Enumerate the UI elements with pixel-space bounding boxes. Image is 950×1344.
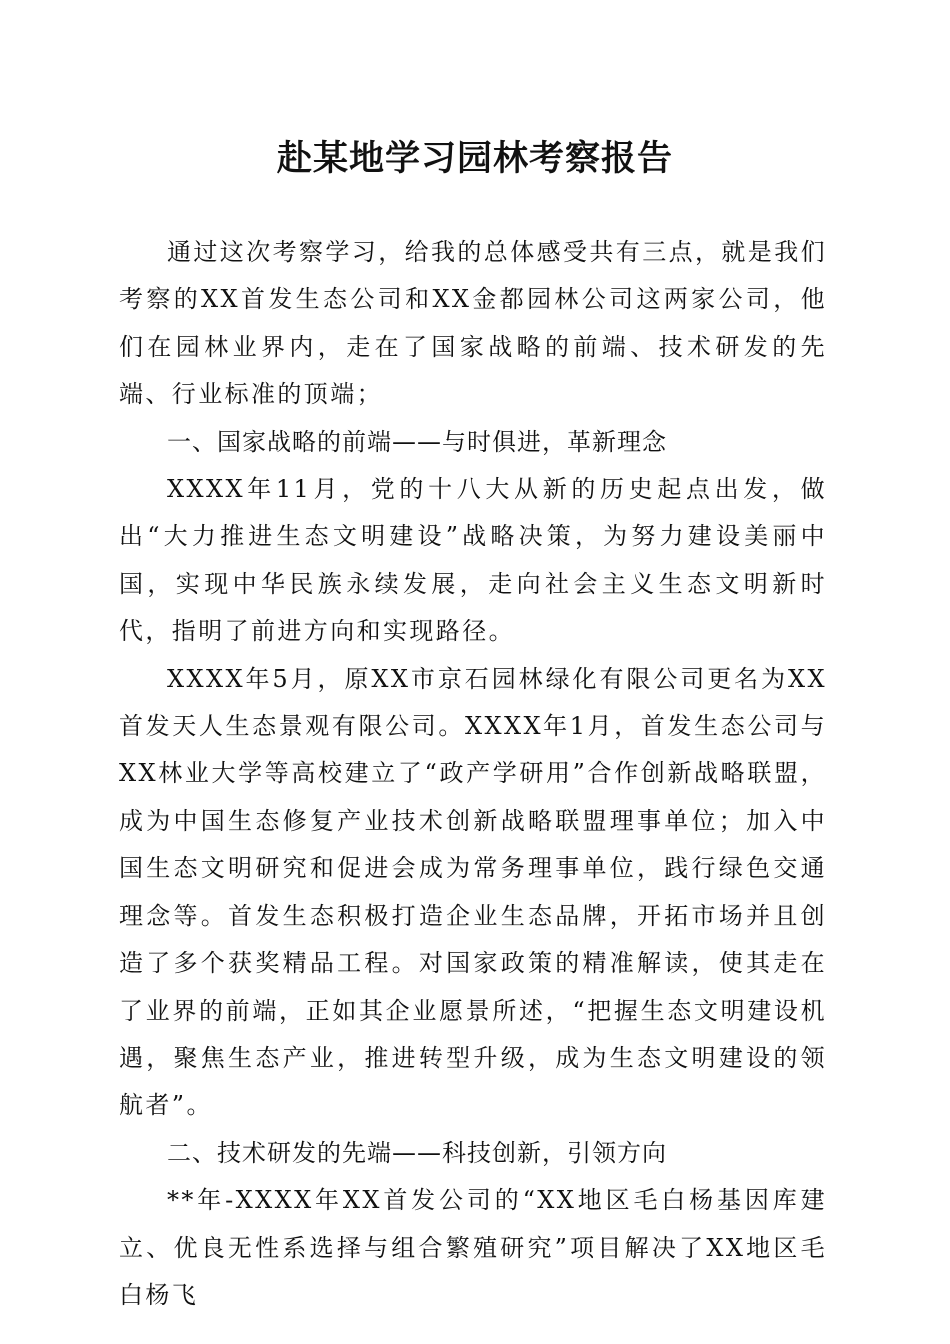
document-body	[119, 229, 827, 1319]
section-heading-2: 二、技术研发的先端——科技创新，引领方向	[167, 1138, 667, 1167]
section-1-paragraph-1: XXXX年11月，党的十八大从新的历史起点出发，做出“大力推进生态文明建设”战略决策，为努力建设美丽中国，实现中华民族永续发展，走向社会主义生态文明新时代，指明了前进方向和实现路径。	[119, 475, 827, 646]
intro-paragraph: 通过这次考察学习，给我的总体感受共有三点，就是我们考察的XX首发生态公司和XX金都园林公司这两家公司，他们在园林业界内，走在了国家战略的前端、技术研发的先端、行业标准的顶端；	[119, 238, 827, 409]
document-title: 赴某地学习园林考察报告	[276, 138, 673, 179]
section-heading-1: 一、国家战略的前端——与时俱进，革新理念	[167, 427, 667, 456]
section-1-paragraph-2: XXXX年5月，原XX市京石园林绿化有限公司更名为XX首发天人生态景观有限公司。XXXX年1月，首发生态公司与XX林业大学等高校建立了“政产学研用”合作创新战略联盟，成为中国生态修复产业技术创新战略联盟理事单位；加入中国生态文明研究和促进会成为常务理事单位，践行绿色交通理念等。首发生态积极打造企业生态品牌，开拓市场并且创造了多个获奖精品工程。对国家政策的精准解读，使其走在了业界的前端，正如其企业愿景所述，“把握生态文明建设机遇，聚焦生态产业，推进转型升级，成为生态文明建设的领航者”。	[119, 664, 827, 1120]
section-2-paragraph-1: **年-XXXX年XX首发公司的“XX地区毛白杨基因库建立、优良无性系选择与组合繁殖研究”项目解决了XX地区毛白杨飞	[119, 1186, 827, 1309]
